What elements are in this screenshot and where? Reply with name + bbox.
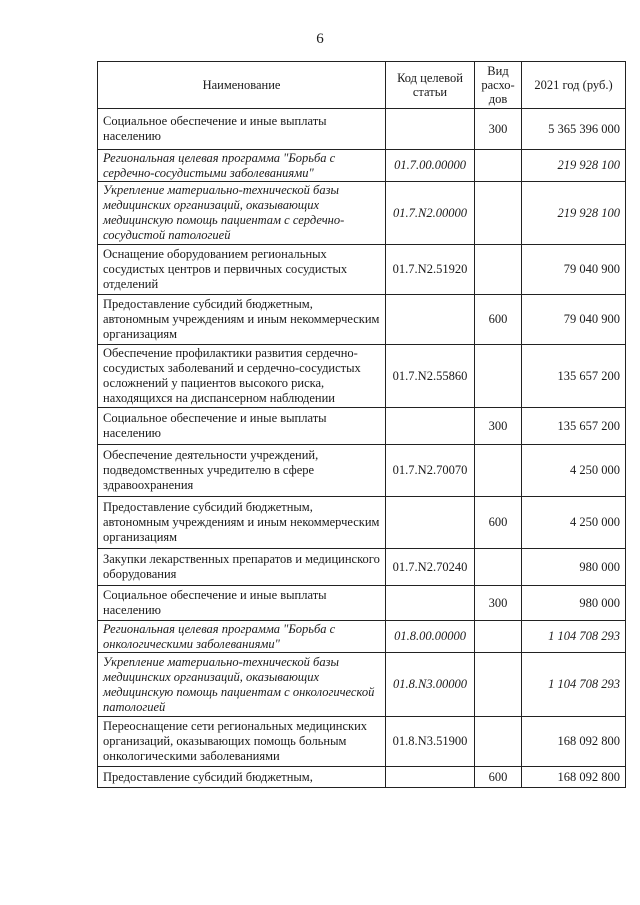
- cell-name: Переоснащение сети региональных медицинских организаций, оказывающих помощь больным онкологическими заболеваниями: [98, 717, 386, 767]
- cell-amount: 4 250 000: [522, 497, 626, 549]
- cell-code: [386, 295, 475, 345]
- header-code: Код целевой статьи: [386, 62, 475, 109]
- cell-name: Социальное обеспечение и иные выплаты населению: [98, 586, 386, 621]
- cell-amount: 980 000: [522, 549, 626, 586]
- cell-amount: 5 365 396 000: [522, 109, 626, 150]
- cell-type: 600: [475, 295, 522, 345]
- header-name: Наименование: [98, 62, 386, 109]
- cell-amount: 219 928 100: [522, 182, 626, 245]
- page-number: 6: [316, 31, 324, 47]
- table-row: [98, 653, 626, 717]
- cell-name: Региональная целевая программа "Борьба с сердечно-сосудистыми заболеваниями": [98, 150, 386, 182]
- cell-amount: 135 657 200: [522, 345, 626, 408]
- table-row: [98, 549, 626, 586]
- cell-type: [475, 445, 522, 497]
- cell-type: [475, 549, 522, 586]
- cell-amount: 168 092 800: [522, 717, 626, 767]
- cell-type: [475, 345, 522, 408]
- table-row: [98, 182, 626, 245]
- table-row: [98, 295, 626, 345]
- cell-type: [475, 150, 522, 182]
- cell-code: 01.7.N2.00000: [386, 182, 475, 245]
- cell-name: Закупки лекарственных препаратов и медицинского оборудования: [98, 549, 386, 586]
- table-row: [98, 621, 626, 653]
- cell-name: Предоставление субсидий бюджетным, автономным учреждениям и иным некоммерческим организациям: [98, 497, 386, 549]
- table-row: [98, 109, 626, 150]
- cell-name: Региональная целевая программа "Борьба с онкологическими заболеваниями": [98, 621, 386, 653]
- cell-amount: 1 104 708 293: [522, 621, 626, 653]
- table-body: [98, 109, 626, 788]
- cell-type: 300: [475, 408, 522, 445]
- cell-type: 300: [475, 586, 522, 621]
- cell-amount: 79 040 900: [522, 295, 626, 345]
- cell-amount: 168 092 800: [522, 767, 626, 788]
- cell-type: [475, 182, 522, 245]
- cell-name: Обеспечение деятельности учреждений, подведомственных учредителю в сфере здравоохранения: [98, 445, 386, 497]
- cell-code: 01.8.N3.51900: [386, 717, 475, 767]
- table-header-row: [98, 62, 626, 109]
- cell-name: Социальное обеспечение и иные выплаты населению: [98, 408, 386, 445]
- cell-code: [386, 497, 475, 549]
- table-row: [98, 717, 626, 767]
- cell-code: 01.7.N2.55860: [386, 345, 475, 408]
- cell-name: Обеспечение профилактики развития сердечно-сосудистых заболеваний и сердечно-сосудистых осложнений у пациентов высокого риска, находящихся на диспансерном наблюдении: [98, 345, 386, 408]
- table-row: [98, 445, 626, 497]
- cell-amount: 1 104 708 293: [522, 653, 626, 717]
- table-row: [98, 497, 626, 549]
- cell-amount: 219 928 100: [522, 150, 626, 182]
- cell-amount: 4 250 000: [522, 445, 626, 497]
- cell-name: Укрепление материально-технической базы медицинских организаций, оказывающих медицинскую помощь пациентам с сердечно-сосудистой патологией: [98, 182, 386, 245]
- cell-type: 600: [475, 497, 522, 549]
- header-amount: 2021 год (руб.): [522, 62, 626, 109]
- table-row: [98, 767, 626, 788]
- cell-name: Предоставление субсидий бюджетным,: [98, 767, 386, 788]
- cell-code: 01.8.N3.00000: [386, 653, 475, 717]
- cell-type: 300: [475, 109, 522, 150]
- cell-code: [386, 767, 475, 788]
- cell-code: 01.7.N2.70240: [386, 549, 475, 586]
- cell-type: [475, 653, 522, 717]
- cell-code: [386, 408, 475, 445]
- cell-name: Социальное обеспечение и иные выплаты населению: [98, 109, 386, 150]
- table-row: [98, 408, 626, 445]
- cell-code: [386, 586, 475, 621]
- cell-code: 01.7.N2.51920: [386, 245, 475, 295]
- cell-type: [475, 621, 522, 653]
- cell-amount: 980 000: [522, 586, 626, 621]
- table-row: [98, 150, 626, 182]
- cell-name: Укрепление материально-технической базы медицинских организаций, оказывающих медицинскую помощь пациентам с онкологической патологией: [98, 653, 386, 717]
- cell-name: Оснащение оборудованием региональных сосудистых центров и первичных сосудистых отделений: [98, 245, 386, 295]
- table-row: [98, 245, 626, 295]
- cell-name: Предоставление субсидий бюджетным, автономным учреждениям и иным некоммерческим организациям: [98, 295, 386, 345]
- cell-type: 600: [475, 767, 522, 788]
- cell-code: 01.7.00.00000: [386, 150, 475, 182]
- cell-amount: 79 040 900: [522, 245, 626, 295]
- budget-table: [97, 61, 626, 788]
- header-type: Вид расхо-дов: [475, 62, 522, 109]
- cell-amount: 135 657 200: [522, 408, 626, 445]
- cell-code: 01.8.00.00000: [386, 621, 475, 653]
- cell-type: [475, 717, 522, 767]
- table-row: [98, 345, 626, 408]
- table-row: [98, 586, 626, 621]
- cell-code: [386, 109, 475, 150]
- cell-code: 01.7.N2.70070: [386, 445, 475, 497]
- cell-type: [475, 245, 522, 295]
